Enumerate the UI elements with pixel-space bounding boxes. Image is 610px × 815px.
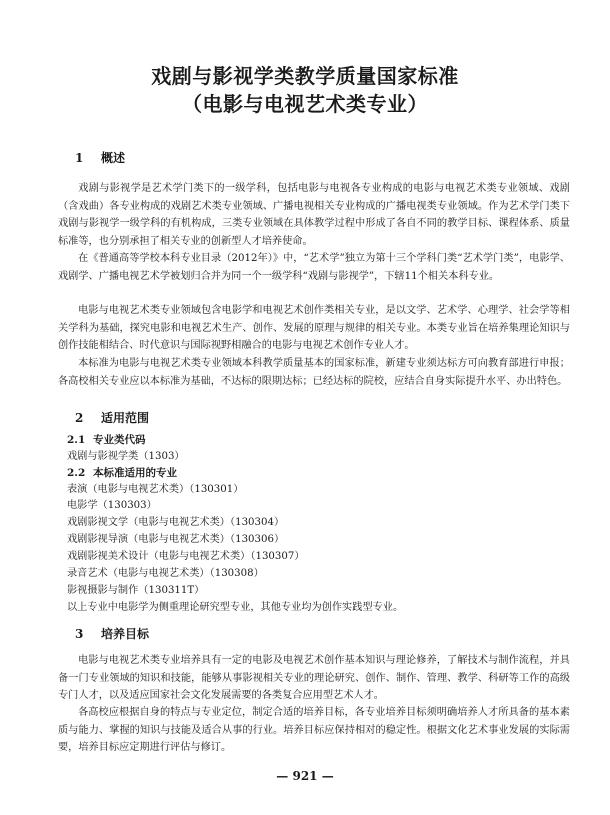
page-number: — 921 — — [276, 769, 334, 783]
paragraph: 各高校应根据自身的特点与专业定位，制定合适的培养目标，各专业培养目标须明确培养人才所具备的基本素质与能力、掌握的知识与技能及适合从事的行业。培养目标应保持相对的稳定性。根据文化艺术事业发展的实际需要，培养目标应定期进行评估与修订。 — [58, 707, 570, 753]
list-item: 戏剧影视导演（电影与电视艺术类）（130306） — [67, 534, 285, 545]
section-number: 2 — [75, 411, 84, 425]
list-item: 电影学（130303） — [67, 500, 157, 511]
section-title: 培养目标 — [101, 627, 150, 641]
paragraph: 电影与电视艺术类专业培养具有一定的电影及电视艺术创作基本知识与理论修养，了解技术与制作流程，并具备一门专业领域的知识和技能，能够从事影视相关专业的理论研究、创作、制作、管理、教学、科研等工作的高级专门人才，以及适应国家社会文化发展需要的各类复合应用型艺术人才。 — [58, 655, 570, 701]
list-item: 戏剧与影视学类（1303） — [67, 451, 185, 462]
paragraph: 本标准为电影与电视艺术类专业领域本科教学质量基本的国家标准，新建专业须达标方可向教育部进行申报；各高校相关专业应以本标准为基础，不达标的限期达标；已经达标的院校，应结合自身实际提升水平、办出特色。 — [58, 358, 570, 387]
subsection-2-2-heading — [67, 466, 177, 481]
subsection-number: 2.1 — [67, 434, 86, 446]
list-item: 戏剧影视文学（电影与电视艺术类）（130304） — [67, 517, 285, 528]
paragraph: 电影与电视艺术类专业领域包含电影学和电视艺术创作类相关专业，是以文学、艺术学、心理学、社会学等相关学科为基础，探究电影和电视艺术生产、创作、发展的原理与规律的相关专业。本类专业旨在培养集理论知识与创作技能相结合、时代意识与国际视野相融合的电影与电视艺术创作专业人才。 — [58, 305, 570, 351]
note-text: 以上专业中电影学为侧重理论研究型专业，其他专业均为创作实践型专业。 — [67, 602, 404, 613]
section-number: 1 — [75, 151, 84, 165]
list-item: 影视摄影与制作（130311T） — [67, 585, 205, 596]
list-item: 录音艺术（电影与电视艺术类）（130308） — [67, 568, 264, 579]
document-title: 戏剧与影视学类教学质量国家标准 — [151, 64, 459, 88]
subsection-title: 本标准适用的专业 — [93, 467, 177, 479]
paragraph: 在《普通高等学校本科专业目录（2012年）》中，“艺术学”独立为第十三个学科门类“艺术学门类”，电影学、戏剧学、广播电视艺术学被划归合并为同一个一级学科“戏剧与影视学”，下辖11个相关本科专业。 — [58, 253, 570, 282]
section-2-heading — [75, 410, 149, 426]
section-number: 3 — [75, 627, 84, 641]
list-item: 表演（电影与电视艺术类）（130301） — [67, 484, 244, 495]
subsection-2-1-heading — [67, 433, 146, 448]
section-title: 概述 — [101, 151, 126, 165]
section-title: 适用范围 — [101, 411, 150, 425]
paragraph: 戏剧与影视学是艺术学门类下的一级学科，包括电影与电视各专业构成的电影与电视艺术类专业领域、戏剧（含戏曲）各专业构成的戏剧艺术类专业领域、广播电视相关专业构成的广播电视类专业领域。作为艺术学门类下戏剧与影视学一级学科的有机构成，三类专业领域在具体教学过程中形成了各自不同的教学目标、课程体系、质量标准等，也分别承担了相关专业的创新型人才培养使命。 — [58, 183, 570, 247]
subsection-title: 专业类代码 — [93, 434, 146, 446]
section-3-heading — [75, 626, 149, 642]
document-subtitle: （电影与电视艺术类专业） — [182, 92, 428, 116]
section-1-heading — [75, 150, 125, 166]
subsection-number: 2.2 — [67, 467, 86, 479]
list-item: 戏剧影视美术设计（电影与电视艺术类）（130307） — [67, 551, 305, 562]
